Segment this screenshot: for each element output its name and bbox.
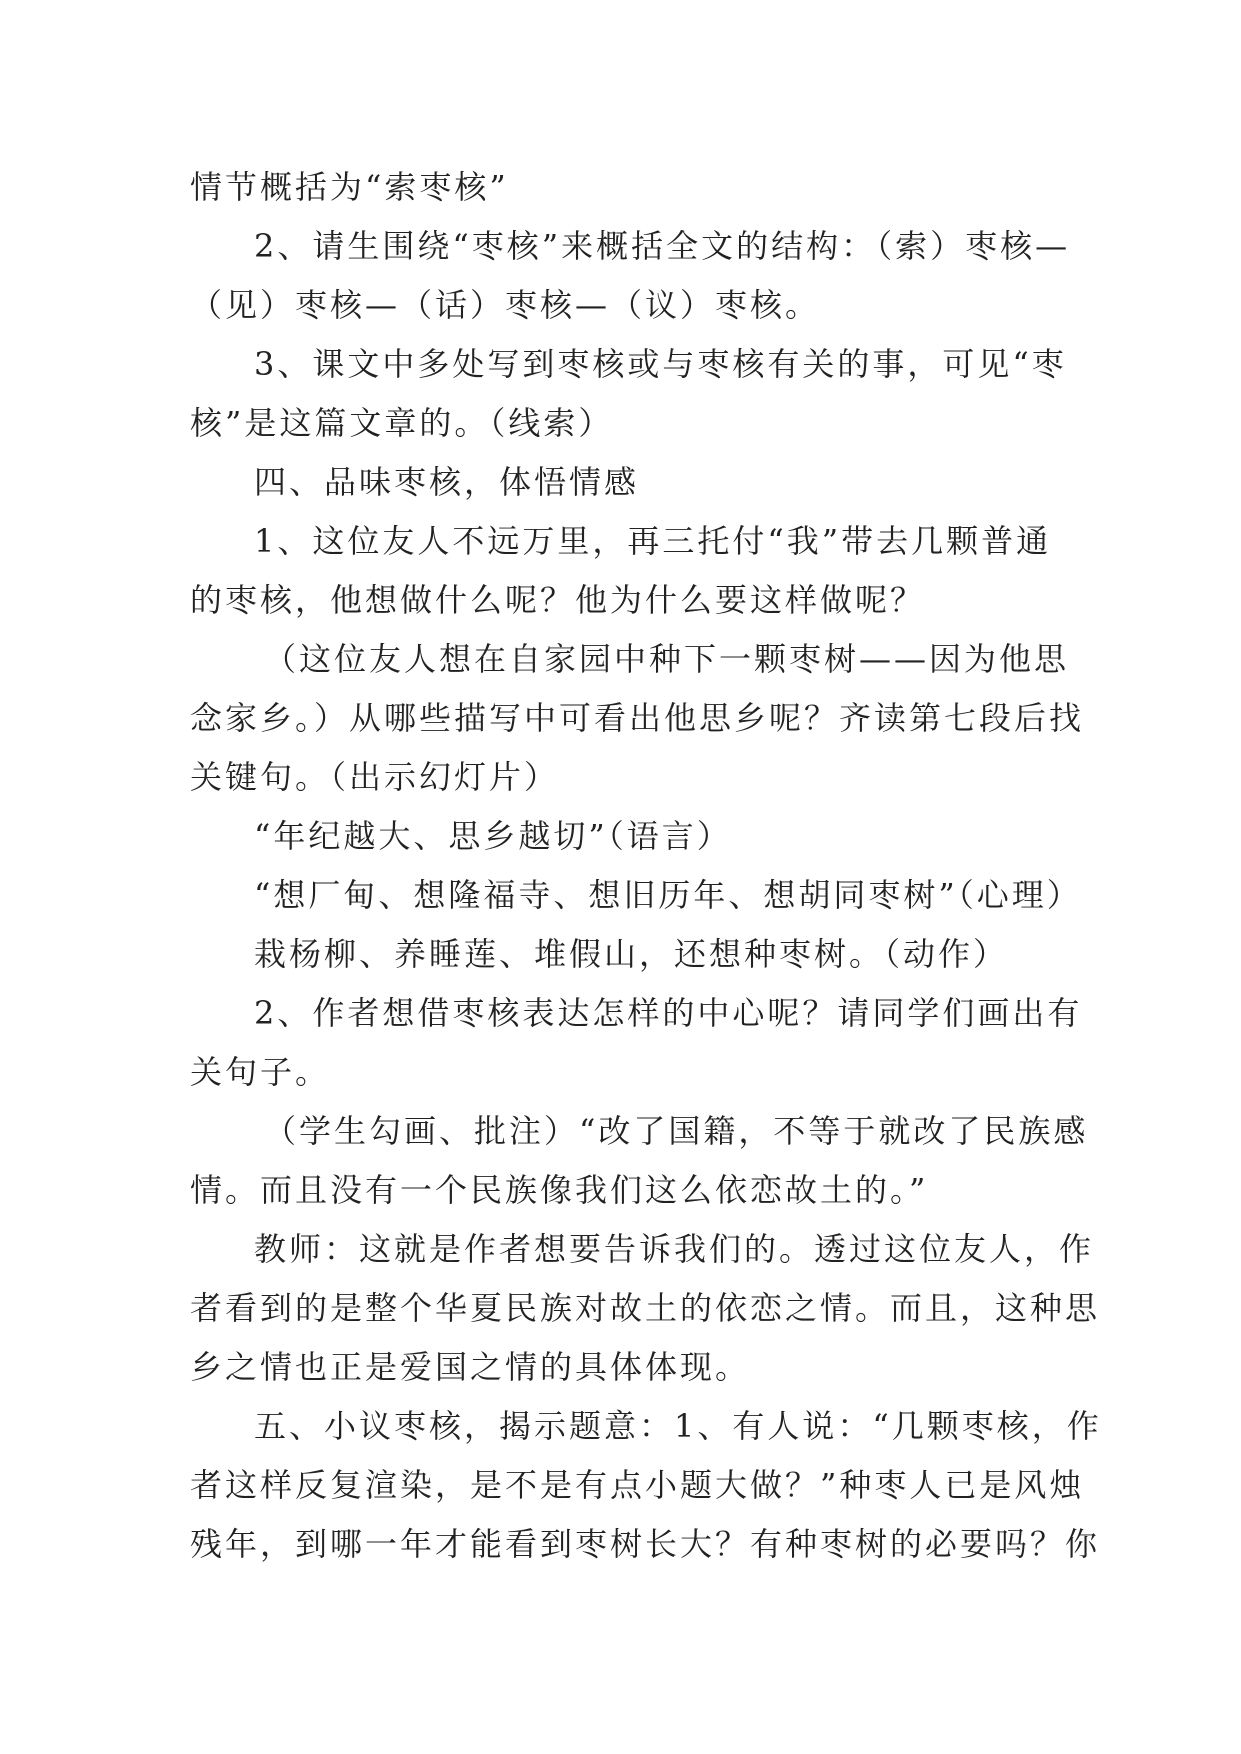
- text-line: 教师：这就是作者想要告诉我们的。透过这位友人，作: [254, 1230, 1095, 1268]
- text-line: （见）枣核—（话）枣核—（议）枣核。: [190, 286, 821, 324]
- text-line: 者这样反复渲染，是不是有点小题大做？”种枣人已是风烛: [190, 1466, 1085, 1504]
- text-line: 的枣核，他想做什么呢？他为什么要这样做呢？: [190, 581, 926, 619]
- quote-line: “年纪越大、思乡越切”（语言）: [254, 817, 732, 855]
- section-heading: 五、小议枣核，揭示题意：1、有人说：“几颗枣核，作: [254, 1407, 1102, 1445]
- text-line: 关句子。: [190, 1053, 331, 1091]
- text-line: 关键句。（出示幻灯片）: [190, 758, 560, 796]
- text-line: 2、请生围绕“枣核”来概括全文的结构：（索）枣核—: [254, 227, 1071, 265]
- text-line: 情。而且没有一个民族像我们这么依恋故土的。”: [190, 1171, 929, 1209]
- quote-line: “想厂甸、想隆福寺、想旧历年、想胡同枣树”（心理）: [254, 876, 1082, 914]
- text-line: 者看到的是整个华夏民族对故土的依恋之情。而且，这种思: [190, 1289, 1101, 1327]
- quote-line: 栽杨柳、养睡莲、堆假山，还想种枣树。（动作）: [254, 935, 1009, 973]
- text-line: 残年，到哪一年才能看到枣树长大？有种枣树的必要吗？你: [190, 1525, 1101, 1563]
- text-line: 乡之情也正是爱国之情的具体体现。: [190, 1348, 751, 1386]
- section-heading: 四、品味枣核，体悟情感: [254, 463, 640, 501]
- text-line: （这位友人想在自家园中种下一颗枣树——因为他思: [264, 640, 1070, 678]
- text-line: 1、这位友人不远万里，再三托付“我”带去几颗普通: [254, 522, 1052, 560]
- text-line: 念家乡。）从哪些描写中可看出他思乡呢？齐读第七段后找: [190, 699, 1085, 737]
- text-line: （学生勾画、批注）“改了国籍，不等于就改了民族感: [264, 1112, 1089, 1150]
- body-text: [190, 158, 1102, 1574]
- text-line: 核”是这篇文章的。（线索）: [190, 404, 614, 442]
- text-line: 3、课文中多处写到枣核或与枣核有关的事，可见“枣: [254, 345, 1067, 383]
- text-line: 2、作者想借枣核表达怎样的中心呢？请同学们画出有: [254, 994, 1083, 1032]
- text-line: 情节概括为“索枣核”: [190, 168, 509, 206]
